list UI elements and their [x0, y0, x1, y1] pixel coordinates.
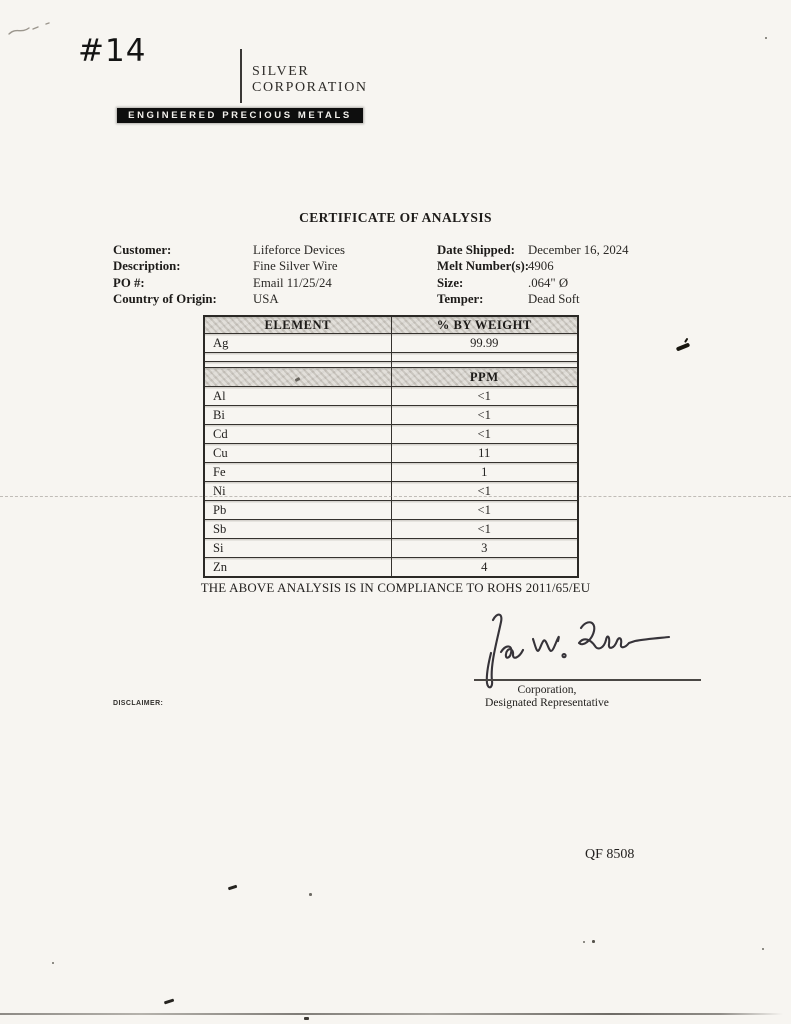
company-name-line2: CORPORATION [252, 80, 368, 95]
description-label: Description: [113, 259, 181, 274]
table-row [204, 387, 578, 406]
signer-title-line1: Corporation, [517, 683, 577, 696]
scan-edge-artifact [0, 1013, 783, 1015]
compliance-statement: THE ABOVE ANALYSIS IS IN COMPLIANCE TO ROHS 2011/65/EU [200, 581, 591, 595]
info-row-temper [437, 291, 629, 307]
signer-title-line2: Designated Representative [485, 695, 609, 709]
ppm-header-row [204, 368, 578, 387]
dust-speck [592, 940, 595, 943]
ink-smudge-artifact [295, 377, 301, 382]
info-row-origin [113, 291, 345, 307]
date-shipped-value: December 16, 2024 [528, 243, 629, 257]
pencil-squiggle-artifact [6, 20, 62, 42]
company-tagline-banner: ENGINEERED PRECIOUS METALS [117, 108, 363, 123]
analysis-table [203, 315, 579, 578]
info-row-size [437, 275, 629, 291]
element-symbol: Fe [204, 463, 391, 482]
po-label: PO #: [113, 275, 145, 290]
ppm-value: <1 [391, 425, 578, 444]
ppm-value: <1 [391, 501, 578, 520]
table-row [204, 425, 578, 444]
description-value: Fine Silver Wire [253, 259, 338, 274]
table-row [204, 539, 578, 558]
dust-speck [583, 941, 585, 943]
table-row [204, 501, 578, 520]
info-row-date-shipped [437, 242, 629, 258]
melt-number-value: 4906 [528, 259, 554, 274]
temper-label: Temper: [437, 291, 484, 306]
customer-value: Lifeforce Devices [253, 243, 346, 257]
dust-speck [765, 37, 767, 39]
element-symbol: Ag [204, 334, 391, 353]
logo-divider-rule [240, 49, 242, 103]
weight-column-header: % BY WEIGHT [391, 316, 578, 334]
shipment-info-left [113, 242, 345, 307]
element-symbol: Al [204, 387, 391, 406]
element-symbol: Si [204, 539, 391, 558]
form-code: QF 8508 [585, 847, 635, 862]
dust-speck [304, 1017, 309, 1020]
pen-tick-artifact [164, 999, 174, 1004]
document-title: CERTIFICATE OF ANALYSIS [299, 210, 492, 225]
signature-line [474, 679, 701, 681]
temper-value: Dead Soft [528, 291, 580, 306]
table-row [204, 444, 578, 463]
spacer-row [204, 353, 578, 362]
signature-caption [437, 684, 657, 710]
dust-speck [309, 893, 312, 896]
table-row [204, 334, 578, 353]
element-symbol: Sb [204, 520, 391, 539]
info-row-melt-number [437, 258, 629, 274]
po-value: Email 11/25/24 [253, 275, 332, 290]
dust-speck [52, 962, 54, 964]
ppm-header-left-cell [204, 368, 391, 387]
company-name-line1: SILVER [252, 64, 310, 79]
element-symbol: Pb [204, 501, 391, 520]
info-row-po [113, 275, 345, 291]
customer-label: Customer: [113, 243, 172, 257]
element-symbol: Bi [204, 406, 391, 425]
info-row-description [113, 258, 345, 274]
ppm-value: <1 [391, 387, 578, 406]
table-row [204, 520, 578, 539]
ppm-value: 1 [391, 463, 578, 482]
ppm-value: <1 [391, 482, 578, 501]
element-symbol: Zn [204, 558, 391, 578]
element-symbol: Cd [204, 425, 391, 444]
ppm-column-header: PPM [391, 368, 578, 387]
size-label: Size: [437, 275, 464, 290]
handwritten-sheet-number: #14 [78, 33, 147, 69]
shipment-info-right [437, 242, 629, 307]
date-shipped-label: Date Shipped: [437, 243, 515, 257]
element-symbol: Ni [204, 482, 391, 501]
weight-value: 99.99 [391, 334, 578, 353]
table-header-row [204, 316, 578, 334]
element-symbol: Cu [204, 444, 391, 463]
table-row [204, 463, 578, 482]
ppm-value: 11 [391, 444, 578, 463]
size-value: .064" Ø [528, 275, 569, 290]
ppm-value: 4 [391, 558, 578, 578]
origin-label: Country of Origin: [113, 291, 217, 306]
table-row [204, 406, 578, 425]
ppm-value: <1 [391, 406, 578, 425]
element-column-header: ELEMENT [204, 316, 391, 334]
info-row-customer [113, 242, 345, 258]
pen-mark-artifact [676, 343, 690, 352]
ppm-value: 3 [391, 539, 578, 558]
melt-number-label: Melt Number(s): [437, 259, 530, 274]
table-row [204, 558, 578, 578]
origin-value: USA [253, 291, 279, 306]
dust-speck [762, 948, 764, 950]
pen-tick-artifact [228, 885, 237, 890]
disclaimer-label: DISCLAIMER: [113, 700, 164, 707]
ppm-value: <1 [391, 520, 578, 539]
company-logo [252, 64, 368, 96]
table-row [204, 482, 578, 501]
